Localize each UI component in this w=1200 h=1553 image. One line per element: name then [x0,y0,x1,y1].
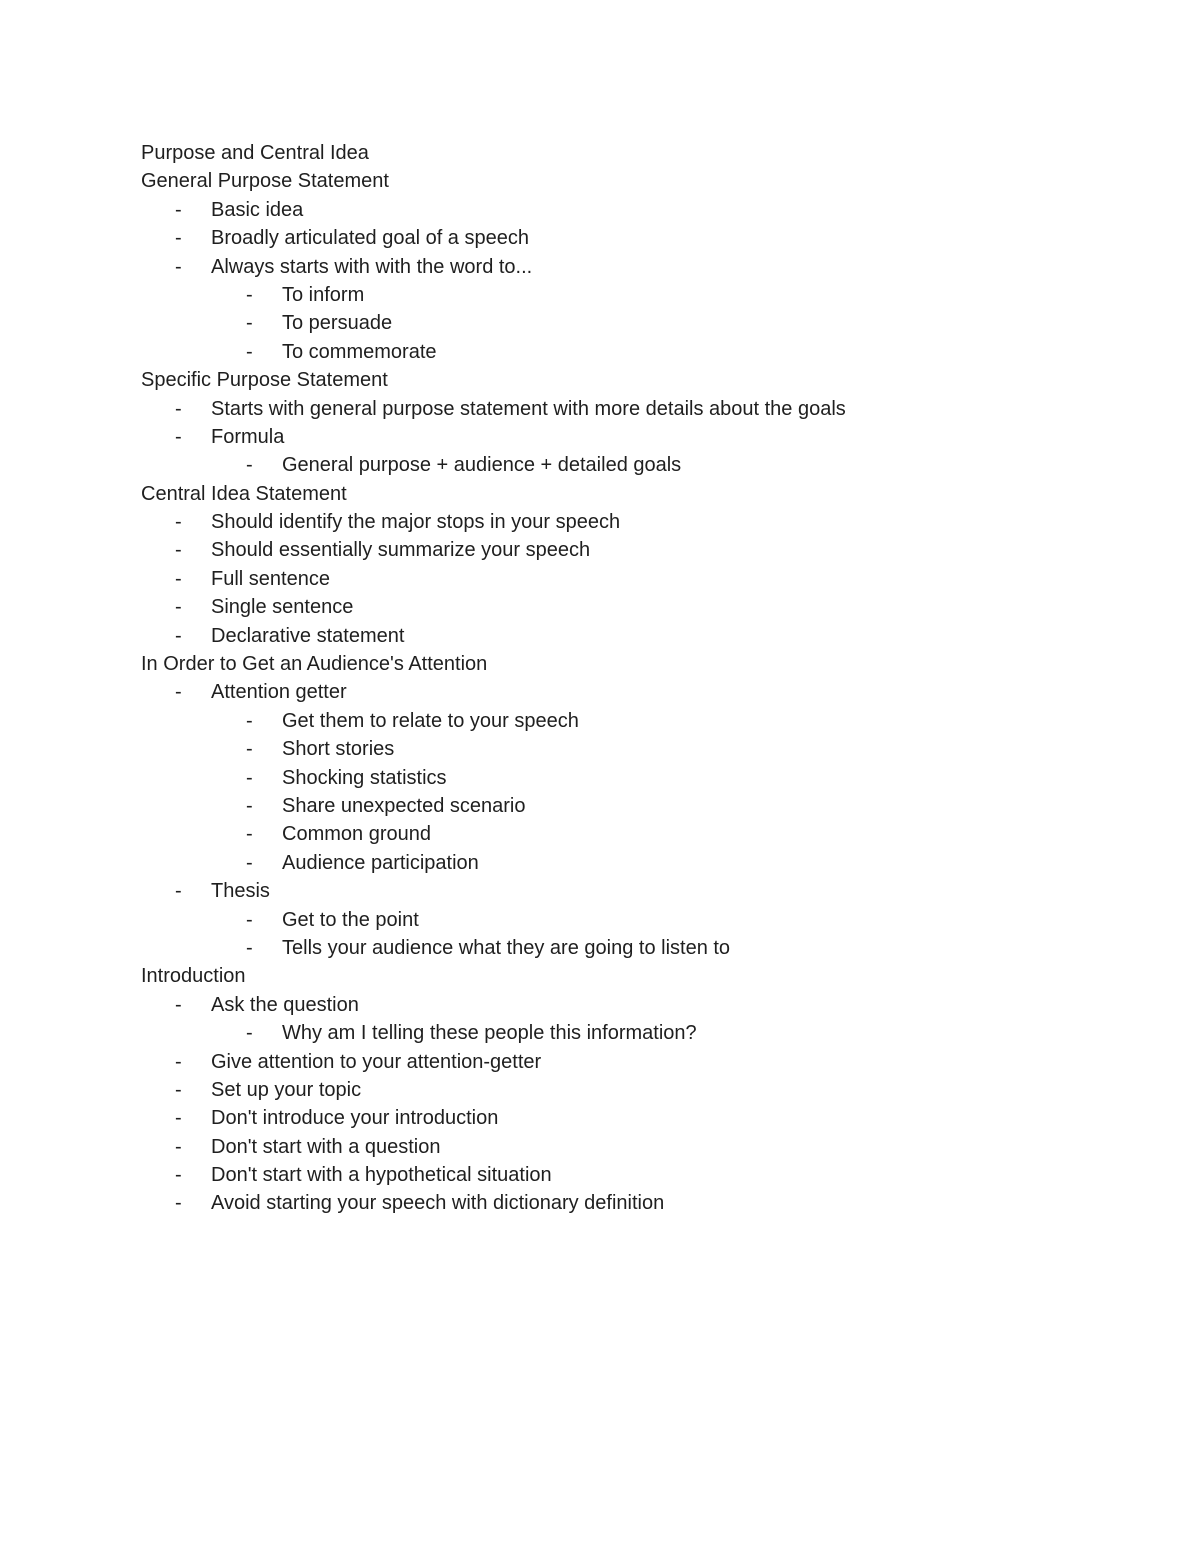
sub-list-item [141,735,1141,763]
line-text: Audience participation [282,851,479,874]
line-text: Tells your audience what they are going to listen to [282,936,731,959]
document-body [141,139,1141,1218]
line-text: To inform [282,283,365,306]
list-item [141,536,1141,564]
bullet-dash: - [246,709,253,732]
bullet-dash: - [175,596,182,619]
bullet-dash: - [175,880,182,903]
line-text: Why am I telling these people this information? [282,1022,697,1045]
list-item [141,678,1141,706]
line-text: Single sentence [211,596,354,619]
bullet-dash: - [246,851,253,874]
sub-list-item [141,764,1141,792]
line-text: Common ground [282,823,431,846]
sub-list-item [141,820,1141,848]
line-text: Introduction [141,965,246,988]
sub-list-item [141,934,1141,962]
sub-list-item [141,1019,1141,1047]
line-text: Specific Purpose Statement [141,369,388,392]
list-item [141,196,1141,224]
bullet-dash: - [175,227,182,250]
list-item [141,622,1141,650]
bullet-dash: - [175,1050,182,1073]
list-item [141,1048,1141,1076]
bullet-dash: - [246,936,253,959]
bullet-dash: - [175,425,182,448]
line-text: Broadly articulated goal of a speech [211,227,529,250]
section-heading [141,480,1141,508]
bullet-dash: - [175,255,182,278]
bullet-dash: - [175,1078,182,1101]
section-heading [141,139,1141,167]
line-text: General purpose + audience + detailed goals [282,454,682,477]
line-text: To commemorate [282,340,437,363]
line-text: Set up your topic [211,1078,362,1101]
section-heading [141,650,1141,678]
line-text: General Purpose Statement [141,170,389,193]
list-item [141,1161,1141,1189]
sub-list-item [141,849,1141,877]
bullet-dash: - [175,198,182,221]
line-text: Don't start with a hypothetical situation [211,1164,552,1187]
line-text: Should identify the major stops in your speech [211,511,621,534]
bullet-dash: - [246,312,253,335]
line-text: Full sentence [211,567,330,590]
section-heading [141,962,1141,990]
sub-list-item [141,792,1141,820]
sub-list-item [141,309,1141,337]
list-item [141,1104,1141,1132]
sub-list-item [141,451,1141,479]
list-item [141,423,1141,451]
bullet-dash: - [175,397,182,420]
list-item [141,508,1141,536]
list-item [141,253,1141,281]
bullet-dash: - [246,766,253,789]
line-text: Should essentially summarize your speech [211,539,591,562]
line-text: In Order to Get an Audience's Attention [141,653,488,676]
line-text: Get to the point [282,908,419,931]
bullet-dash: - [175,993,182,1016]
bullet-dash: - [246,454,253,477]
section-heading [141,167,1141,195]
bullet-dash: - [175,624,182,647]
line-text: Formula [211,425,285,448]
bullet-dash: - [246,823,253,846]
bullet-dash: - [175,1192,182,1215]
list-item [141,224,1141,252]
line-text: Thesis [211,880,270,903]
bullet-dash: - [246,1022,253,1045]
line-text: Don't introduce your introduction [211,1107,499,1130]
line-text: Ask the question [211,993,359,1016]
list-item [141,1076,1141,1104]
bullet-dash: - [175,539,182,562]
line-text: Purpose and Central Idea [141,142,369,164]
line-text: Basic idea [211,198,304,221]
line-text: Short stories [282,738,395,761]
line-text: Declarative statement [211,624,405,647]
bullet-dash: - [175,1164,182,1187]
line-text: Attention getter [211,681,347,704]
bullet-dash: - [175,1135,182,1158]
list-item [141,565,1141,593]
bullet-dash: - [246,908,253,931]
line-text: Give attention to your attention-getter [211,1050,542,1073]
line-text: Avoid starting your speech with dictionary definition [211,1192,665,1215]
sub-list-item [141,906,1141,934]
bullet-dash: - [246,283,253,306]
list-item [141,593,1141,621]
section-heading [141,366,1141,394]
bullet-dash: - [175,1107,182,1130]
sub-list-item [141,338,1141,366]
sub-list-item [141,281,1141,309]
bullet-dash: - [246,794,253,817]
list-item [141,395,1141,423]
list-item [141,1133,1141,1161]
line-text: To persuade [282,312,393,335]
line-text: Get them to relate to your speech [282,709,579,732]
bullet-dash: - [175,681,182,704]
bullet-dash: - [175,567,182,590]
sub-list-item [141,707,1141,735]
list-item [141,877,1141,905]
bullet-dash: - [246,738,253,761]
bullet-dash: - [246,340,253,363]
line-text: Don't start with a question [211,1135,441,1158]
list-item [141,1189,1141,1217]
line-text: Central Idea Statement [141,482,347,505]
line-text: Always starts with with the word to... [211,255,533,278]
line-text: Shocking statistics [282,766,447,789]
line-text: Share unexpected scenario [282,794,526,817]
line-text: Starts with general purpose statement with more details about the goals [211,397,846,420]
list-item [141,991,1141,1019]
bullet-dash: - [175,511,182,534]
